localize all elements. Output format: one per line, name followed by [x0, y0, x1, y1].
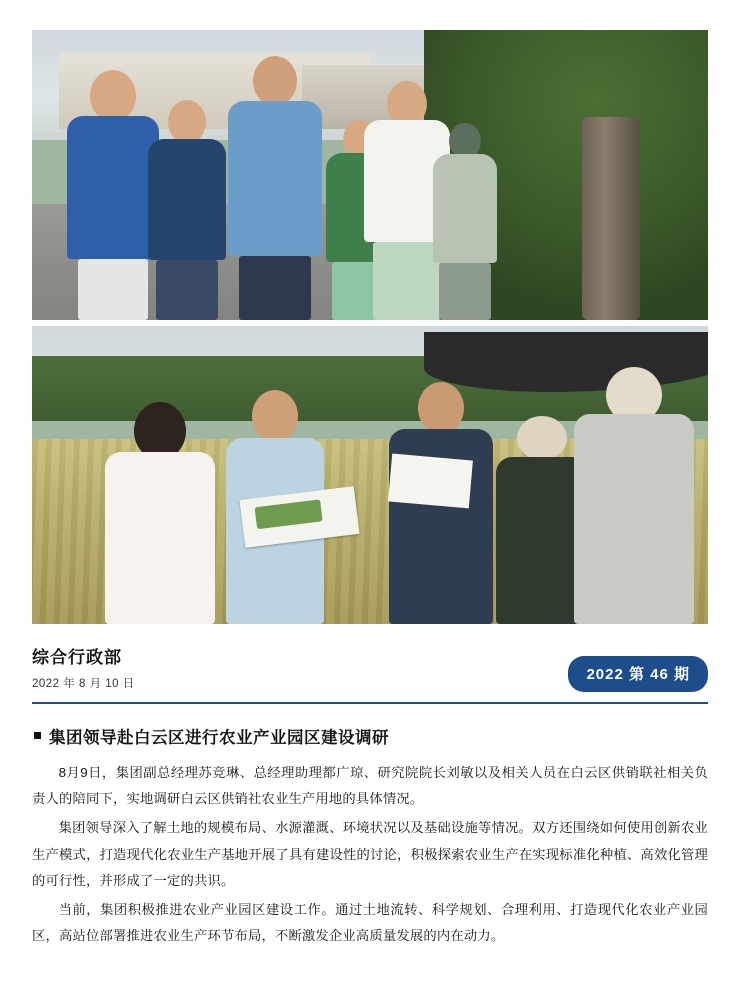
- bullet-square-icon: [34, 732, 41, 739]
- person-torso: [228, 101, 322, 256]
- person-figure: [100, 398, 222, 624]
- person-legs: [78, 259, 148, 320]
- article-paragraph: 当前，集团积极推进农业产业园区建设工作。通过土地流转、科学规划、合理利用、打造现代化农业产业园区，高站位部署推进农业生产环节布局，不断激发企业高质量发展的内在动力。: [32, 901, 708, 944]
- department-block: [32, 646, 135, 692]
- person-torso: [574, 414, 694, 624]
- department-name: 综合行政部: [32, 648, 122, 667]
- article-paragraph: 集团领导深入了解土地的规模布局、水源灌溉、环境状况以及基础设施等情况。双方还围绕如何使用创新农业生产模式，打造现代化农业生产基地开展了具有建设性的讨论，积极探索农业生产在实现标准化种植、高效化管理的可行性，并形成了一定的共识。: [32, 820, 708, 889]
- person-head: [517, 416, 567, 460]
- person-legs: [156, 260, 218, 320]
- person-head: [168, 100, 206, 144]
- article-paragraph: 8月9日，集团副总经理苏竞琳、总经理助理都广琼、研究院院长刘敏以及相关人员在白云区供销联社相关负责人的陪同下，实地调研白云区供销社农业生产用地的具体情况。: [32, 764, 708, 807]
- article-body: [32, 724, 708, 950]
- publication-date: 2022 年 8 月 10 日: [32, 677, 135, 690]
- person-head: [418, 382, 464, 434]
- person-torso: [105, 452, 215, 624]
- tree-trunk: [582, 117, 640, 320]
- person-head: [253, 56, 297, 106]
- masthead: [32, 646, 708, 692]
- person-torso: [148, 139, 226, 260]
- person-figure: [573, 362, 695, 624]
- map-green-area: [254, 499, 323, 529]
- photo-bottom: [32, 326, 708, 624]
- person-head: [90, 70, 136, 122]
- person-legs: [239, 256, 311, 320]
- photo-top: [32, 30, 708, 320]
- masthead-divider: [32, 702, 708, 704]
- person-legs: [439, 263, 491, 320]
- issue-badge: 2022 第 46 期: [568, 656, 708, 692]
- person-figure: [424, 117, 505, 320]
- handheld-document: [388, 454, 473, 509]
- person-torso: [433, 154, 497, 264]
- person-head: [252, 390, 298, 442]
- person-figure: [221, 53, 329, 320]
- article-headline: 集团领导赴白云区进行农业产业园区建设调研: [49, 728, 389, 747]
- article-headline-row: [32, 724, 708, 748]
